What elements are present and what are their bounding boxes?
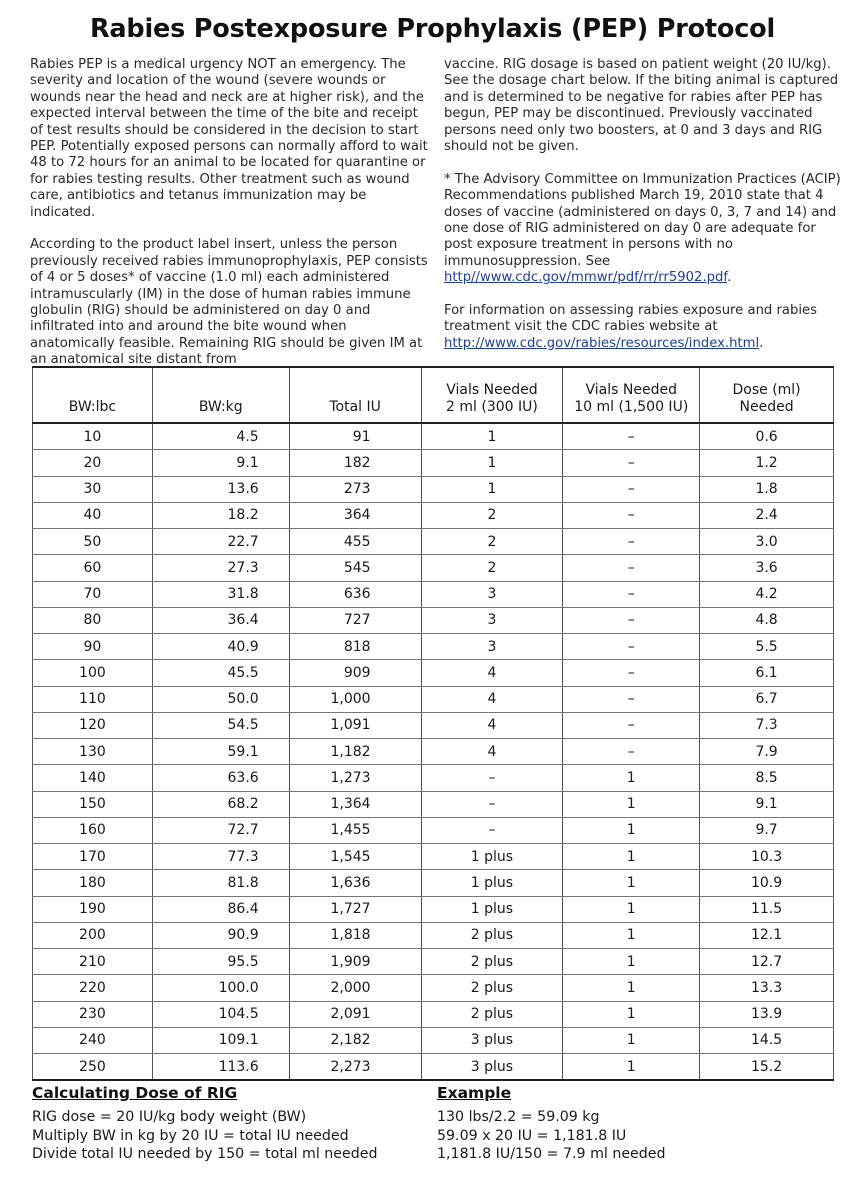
cell-bw-lbs: 60	[33, 555, 153, 581]
cell-dose-ml: 2.4	[700, 502, 834, 528]
cell-total-iu: 727	[289, 607, 421, 633]
table-row	[33, 581, 834, 607]
cell-total-iu: 545	[289, 555, 421, 581]
cell-vials-2ml: 3	[421, 634, 563, 660]
table-row	[33, 476, 834, 502]
table-row	[33, 1027, 834, 1053]
cell-bw-kg: 40.9	[152, 634, 289, 660]
cell-bw-lbs: 110	[33, 686, 153, 712]
cell-total-iu: 1,091	[289, 712, 421, 738]
cell-vials-10ml: –	[563, 607, 700, 633]
cell-bw-lbs: 180	[33, 870, 153, 896]
cell-vials-2ml: 2 plus	[421, 975, 563, 1001]
cell-vials-2ml: 2 plus	[421, 1001, 563, 1027]
cell-bw-kg: 68.2	[152, 791, 289, 817]
cell-dose-ml: 6.1	[700, 660, 834, 686]
cell-bw-kg: 45.5	[152, 660, 289, 686]
cell-vials-2ml: 3 plus	[421, 1054, 563, 1081]
cell-total-iu: 182	[289, 450, 421, 476]
cell-vials-10ml: –	[563, 739, 700, 765]
cell-vials-10ml: 1	[563, 791, 700, 817]
acip-note-text: * The Advisory Committee on Immunization Practices (ACIP) Recommendations published March 19, 2010 state that 4 doses of vaccine (administered on days 0, 3, 7 and 14) and one dose of RIG administered on day 0 are adequate for post exposure treatment in persons with no immunosuppression. See	[444, 171, 841, 269]
table-row	[33, 1054, 834, 1081]
table-row	[33, 607, 834, 633]
calc-line: Divide total IU needed by 150 = total ml needed	[32, 1146, 378, 1163]
cell-vials-10ml: 1	[563, 1027, 700, 1053]
cell-vials-2ml: 1	[421, 450, 563, 476]
cdc-info-paragraph: For information on assessing rabies exposure and rabies treatment visit the CDC rabies website at http://www.cdc.gov/rabies/resources/index.html.	[444, 303, 818, 351]
cdc-rabies-link[interactable]: http://www.cdc.gov/rabies/resources/index.html	[444, 335, 760, 351]
cell-vials-10ml: –	[563, 555, 700, 581]
header-bw-kg: BW:kg	[152, 367, 289, 423]
cell-vials-10ml: –	[563, 423, 700, 450]
header-bw-lbs: BW:lbc	[33, 367, 153, 423]
cell-bw-lbs: 140	[33, 765, 153, 791]
cell-bw-lbs: 220	[33, 975, 153, 1001]
cell-vials-2ml: 4	[421, 660, 563, 686]
cell-bw-kg: 22.7	[152, 529, 289, 555]
cdc-info-text: For information on assessing rabies exposure and rabies treatment visit the CDC rabies website at	[444, 303, 818, 335]
cell-bw-kg: 50.0	[152, 686, 289, 712]
table-row	[33, 686, 834, 712]
cell-vials-10ml: –	[563, 686, 700, 712]
cell-vials-10ml: 1	[563, 975, 700, 1001]
cell-dose-ml: 8.5	[700, 765, 834, 791]
cell-total-iu: 1,455	[289, 817, 421, 843]
example-heading: Example	[437, 1084, 512, 1102]
header-total-iu: Total IU	[289, 367, 421, 423]
table-row	[33, 870, 834, 896]
calc-section	[32, 1084, 422, 1164]
cell-bw-kg: 104.5	[152, 1001, 289, 1027]
cell-bw-kg: 18.2	[152, 502, 289, 528]
table-row	[33, 450, 834, 476]
cell-vials-2ml: 2	[421, 529, 563, 555]
cell-total-iu: 1,273	[289, 765, 421, 791]
cell-vials-10ml: 1	[563, 1001, 700, 1027]
cell-bw-kg: 13.6	[152, 476, 289, 502]
cell-bw-kg: 54.5	[152, 712, 289, 738]
table-row	[33, 975, 834, 1001]
header-vials-10ml: Vials Needed 10 ml (1,500 IU)	[563, 367, 700, 423]
cell-vials-2ml: –	[421, 817, 563, 843]
table-row	[33, 555, 834, 581]
cell-bw-lbs: 90	[33, 634, 153, 660]
cell-bw-kg: 81.8	[152, 870, 289, 896]
cell-bw-lbs: 200	[33, 922, 153, 948]
table-row	[33, 529, 834, 555]
cell-total-iu: 1,364	[289, 791, 421, 817]
cell-bw-lbs: 40	[33, 502, 153, 528]
mmwr-link[interactable]: http//www.cdc.gov/mmwr/pdf/rr/rr5902.pdf	[444, 270, 728, 286]
header-dose-ml: Dose (ml) Needed	[700, 367, 834, 423]
example-section	[437, 1084, 837, 1164]
cell-vials-2ml: 4	[421, 686, 563, 712]
cell-vials-10ml: –	[563, 476, 700, 502]
cell-total-iu: 1,636	[289, 870, 421, 896]
cell-dose-ml: 3.0	[700, 529, 834, 555]
cell-vials-2ml: 2	[421, 555, 563, 581]
intro-paragraph-urgency: Rabies PEP is a medical urgency NOT an emergency. The severity and location of the wound (severe wounds or wounds near the head and neck are at higher risk), and the expected interval between the time of the bite and receipt of test results should be considered in the decision to start PEP. Potentially exposed persons can normally afford to wait 48 to 72 hours for an animal to be located for quarantine or for rabies testing results. Other treatment such as wound care, antibiotics and tetanus immunization may be indicated.	[30, 57, 428, 220]
cell-bw-kg: 36.4	[152, 607, 289, 633]
cell-vials-10ml: –	[563, 581, 700, 607]
cell-bw-kg: 95.5	[152, 949, 289, 975]
cell-total-iu: 91	[289, 423, 421, 450]
intro-paragraph-label-insert: According to the product label insert, unless the person previously received rabies immunoprophylaxis, PEP consists of 4 or 5 doses* of vaccine (1.0 ml) each administered intramuscularly (IM) in the dose of human rabies immune globulin (RIG) should be administered on day 0 and infiltrated into and around the bite wound when anatomically feasible. Remaining RIG should be given IM at an anatomical site distant from	[30, 237, 428, 368]
cell-total-iu: 2,273	[289, 1054, 421, 1081]
calc-line: RIG dose = 20 IU/kg body weight (BW)	[32, 1109, 307, 1125]
cell-dose-ml: 14.5	[700, 1027, 834, 1053]
cell-total-iu: 273	[289, 476, 421, 502]
cell-total-iu: 2,091	[289, 1001, 421, 1027]
cell-total-iu: 2,182	[289, 1027, 421, 1053]
cell-vials-10ml: –	[563, 502, 700, 528]
cell-vials-2ml: 2 plus	[421, 922, 563, 948]
cell-total-iu: 1,545	[289, 844, 421, 870]
cell-dose-ml: 6.7	[700, 686, 834, 712]
cell-dose-ml: 10.9	[700, 870, 834, 896]
table-row	[33, 502, 834, 528]
cell-dose-ml: 9.7	[700, 817, 834, 843]
cell-bw-lbs: 30	[33, 476, 153, 502]
cell-dose-ml: 1.2	[700, 450, 834, 476]
cell-dose-ml: 1.8	[700, 476, 834, 502]
cell-bw-kg: 4.5	[152, 423, 289, 450]
cell-vials-2ml: 4	[421, 712, 563, 738]
table-body	[33, 423, 834, 1080]
cell-vials-10ml: 1	[563, 896, 700, 922]
cell-bw-lbs: 70	[33, 581, 153, 607]
cell-dose-ml: 11.5	[700, 896, 834, 922]
example-line: 130 lbs/2.2 = 59.09 kg	[437, 1109, 600, 1125]
cell-dose-ml: 4.8	[700, 607, 834, 633]
calc-line: Multiply BW in kg by 20 IU = total IU needed	[32, 1127, 349, 1144]
cell-vials-10ml: –	[563, 634, 700, 660]
cell-bw-lbs: 80	[33, 607, 153, 633]
intro-column-left	[30, 57, 428, 385]
cell-vials-10ml: 1	[563, 870, 700, 896]
cell-dose-ml: 3.6	[700, 555, 834, 581]
cell-bw-kg: 27.3	[152, 555, 289, 581]
table-row	[33, 922, 834, 948]
cell-vials-10ml: –	[563, 529, 700, 555]
cell-bw-lbs: 240	[33, 1027, 153, 1053]
cell-bw-kg: 9.1	[152, 450, 289, 476]
cell-vials-2ml: 1	[421, 476, 563, 502]
cell-total-iu: 909	[289, 660, 421, 686]
table-row	[33, 791, 834, 817]
cell-vials-10ml: 1	[563, 765, 700, 791]
cell-dose-ml: 12.7	[700, 949, 834, 975]
cell-vials-2ml: 1 plus	[421, 896, 563, 922]
cell-vials-2ml: 3	[421, 581, 563, 607]
cell-vials-2ml: 1	[421, 423, 563, 450]
cell-vials-2ml: 1 plus	[421, 844, 563, 870]
cell-bw-kg: 109.1	[152, 1027, 289, 1053]
cell-bw-lbs: 190	[33, 896, 153, 922]
cell-vials-2ml: –	[421, 765, 563, 791]
cell-total-iu: 455	[289, 529, 421, 555]
cell-total-iu: 1,000	[289, 686, 421, 712]
cell-dose-ml: 15.2	[700, 1054, 834, 1081]
cell-dose-ml: 9.1	[700, 791, 834, 817]
cell-vials-2ml: 1 plus	[421, 870, 563, 896]
cell-bw-lbs: 250	[33, 1054, 153, 1081]
cell-total-iu: 818	[289, 634, 421, 660]
cell-vials-10ml: 1	[563, 922, 700, 948]
table-row	[33, 423, 834, 450]
cell-dose-ml: 12.1	[700, 922, 834, 948]
header-vials-2ml: Vials Needed 2 ml (300 IU)	[421, 367, 563, 423]
cell-bw-kg: 59.1	[152, 739, 289, 765]
table-row	[33, 660, 834, 686]
cell-dose-ml: 7.9	[700, 739, 834, 765]
cell-bw-lbs: 150	[33, 791, 153, 817]
cell-bw-lbs: 10	[33, 423, 153, 450]
cell-dose-ml: 10.3	[700, 844, 834, 870]
cell-bw-lbs: 170	[33, 844, 153, 870]
cell-dose-ml: 0.6	[700, 423, 834, 450]
table-row	[33, 765, 834, 791]
cell-bw-kg: 100.0	[152, 975, 289, 1001]
table-row	[33, 896, 834, 922]
cell-dose-ml: 7.3	[700, 712, 834, 738]
table-row	[33, 634, 834, 660]
cell-dose-ml: 13.9	[700, 1001, 834, 1027]
acip-note: * The Advisory Committee on Immunization Practices (ACIP) Recommendations published March 19, 2010 state that 4 doses of vaccine (administered on days 0, 3, 7 and 14) and one dose of RIG administered on day 0 are adequate for post exposure treatment in persons with no immunosuppression. See http//www.cdc.gov/mmwr/pdf/rr/rr5902.pdf.	[444, 171, 841, 286]
cell-total-iu: 1,182	[289, 739, 421, 765]
table-row	[33, 817, 834, 843]
cell-vials-10ml: 1	[563, 817, 700, 843]
cell-bw-lbs: 120	[33, 712, 153, 738]
cell-vials-2ml: 3	[421, 607, 563, 633]
cell-bw-lbs: 160	[33, 817, 153, 843]
table-row	[33, 712, 834, 738]
cell-vials-10ml: –	[563, 660, 700, 686]
cell-bw-kg: 86.4	[152, 896, 289, 922]
cell-bw-lbs: 100	[33, 660, 153, 686]
cell-vials-2ml: 4	[421, 739, 563, 765]
cell-vials-2ml: 2	[421, 502, 563, 528]
dosage-table	[32, 366, 834, 1081]
cell-bw-lbs: 130	[33, 739, 153, 765]
cell-total-iu: 364	[289, 502, 421, 528]
table-row	[33, 844, 834, 870]
cell-vials-10ml: –	[563, 712, 700, 738]
table-row	[33, 949, 834, 975]
cell-dose-ml: 5.5	[700, 634, 834, 660]
cell-total-iu: 1,727	[289, 896, 421, 922]
table-row	[33, 739, 834, 765]
cell-bw-kg: 63.6	[152, 765, 289, 791]
calc-heading: Calculating Dose of RIG	[32, 1084, 238, 1102]
cell-bw-lbs: 20	[33, 450, 153, 476]
cell-bw-kg: 113.6	[152, 1054, 289, 1081]
cell-total-iu: 2,000	[289, 975, 421, 1001]
cell-bw-kg: 77.3	[152, 844, 289, 870]
table-header-row	[33, 367, 834, 423]
cell-vials-10ml: 1	[563, 844, 700, 870]
cell-vials-2ml: 3 plus	[421, 1027, 563, 1053]
cell-bw-lbs: 210	[33, 949, 153, 975]
cell-dose-ml: 13.3	[700, 975, 834, 1001]
cell-bw-kg: 31.8	[152, 581, 289, 607]
example-line: 59.09 x 20 IU = 1,181.8 IU	[437, 1127, 627, 1144]
cell-vials-2ml: 2 plus	[421, 949, 563, 975]
cell-bw-kg: 72.7	[152, 817, 289, 843]
cell-dose-ml: 4.2	[700, 581, 834, 607]
cell-total-iu: 1,818	[289, 922, 421, 948]
cell-vials-10ml: –	[563, 450, 700, 476]
cell-total-iu: 636	[289, 581, 421, 607]
cell-total-iu: 1,909	[289, 949, 421, 975]
table-row	[33, 1001, 834, 1027]
cell-vials-10ml: 1	[563, 1054, 700, 1081]
cell-vials-10ml: 1	[563, 949, 700, 975]
cell-bw-lbs: 230	[33, 1001, 153, 1027]
cell-bw-lbs: 50	[33, 529, 153, 555]
cell-vials-2ml: –	[421, 791, 563, 817]
example-line: 1,181.8 IU/150 = 7.9 ml needed	[437, 1146, 666, 1163]
dosage-paragraph: vaccine. RIG dosage is based on patient weight (20 IU/kg). See the dosage chart below. If the biting animal is captured and is determined to be negative for rabies after PEP has begun, PEP may be discontinued. Previously vaccinated persons need only two boosters, at 0 and 3 days and RIG should not be given.	[444, 57, 839, 155]
intro-column-right	[444, 57, 844, 369]
cell-bw-kg: 90.9	[152, 922, 289, 948]
page-title: Rabies Postexposure Prophylaxis (PEP) Protocol	[89, 14, 775, 44]
